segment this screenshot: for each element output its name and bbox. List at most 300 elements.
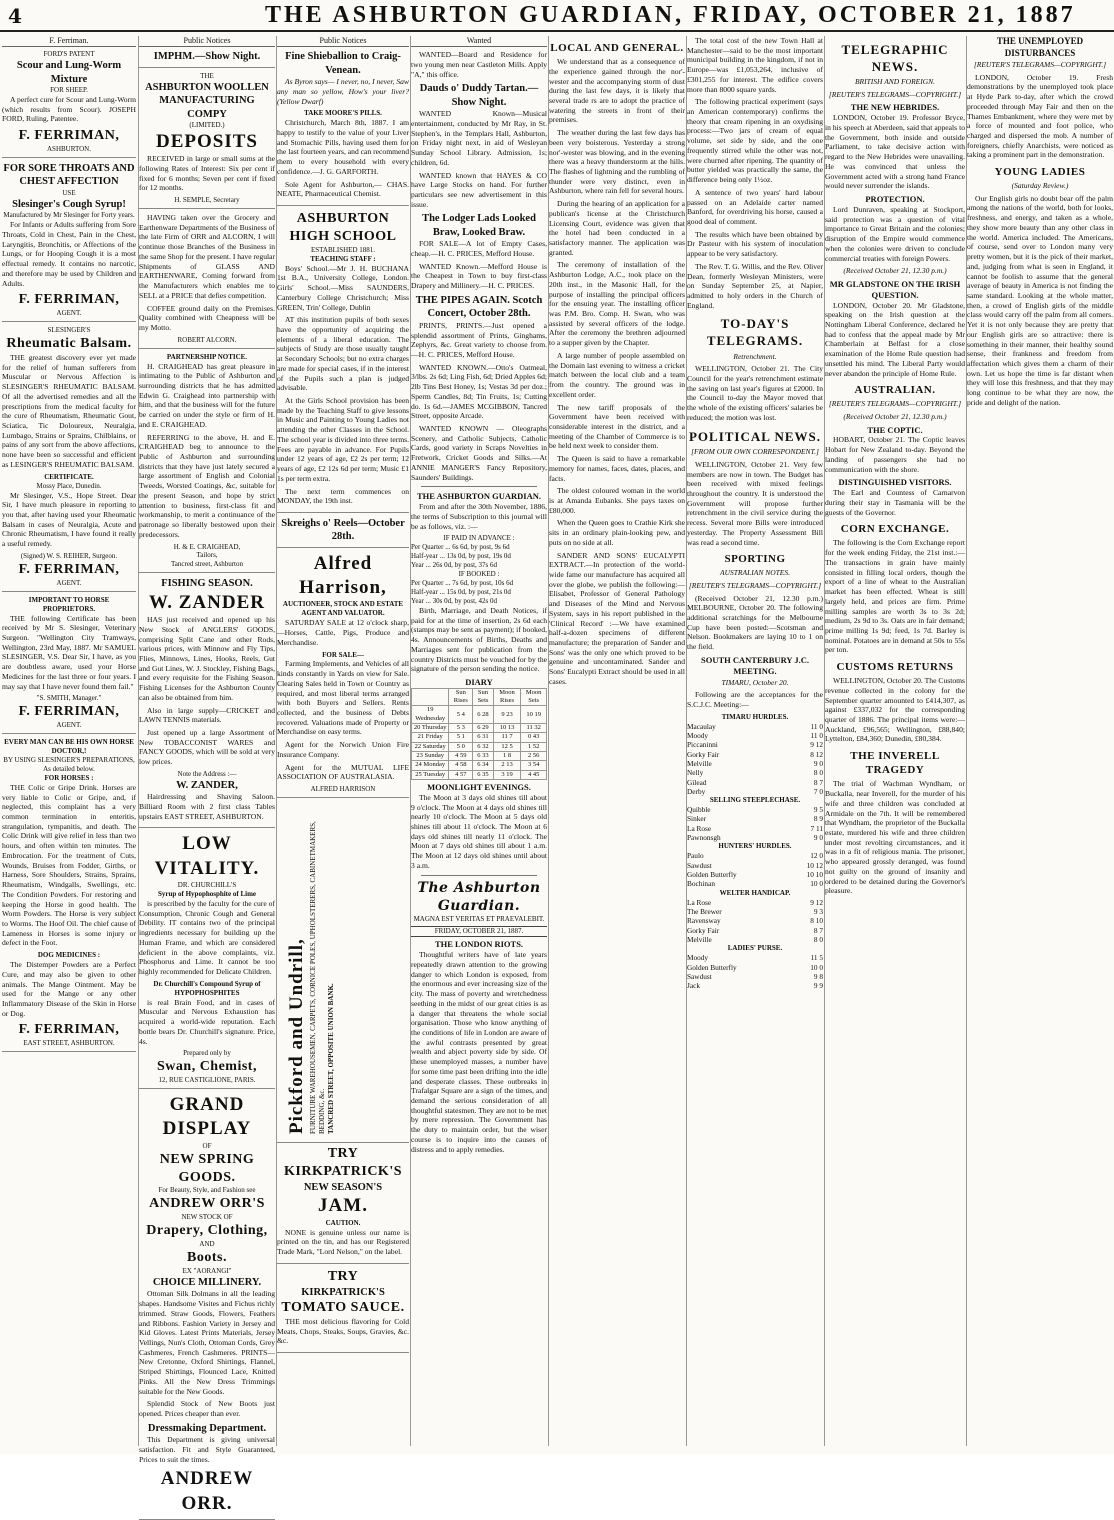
advert-product: JAM. <box>318 1195 368 1217</box>
advert-title: EVERY MAN CAN BE HIS OWN HORSE DOCTOR,! <box>4 738 134 756</box>
advert-role: AGENT. <box>56 309 82 318</box>
diary-header-cell <box>412 688 449 706</box>
advert-line: NEW SEASON'S <box>303 1181 383 1193</box>
section-heading: THE UNEMPLOYED DISTURBANCES <box>996 36 1084 58</box>
horse-name: Macaulay <box>687 721 716 731</box>
diary-cell: 2 13 <box>493 761 521 770</box>
page-number: 4 <box>8 4 23 28</box>
wanted-notice: FOR SALE—A lot of Empty Cases, cheap.—H. C. PRICES, Mefford House. <box>411 239 547 259</box>
column-header: Wanted <box>411 36 547 47</box>
diary-cell: 12 5 <box>493 742 521 751</box>
diary-row <box>412 706 547 724</box>
advert-line: TRY <box>327 1268 359 1284</box>
advert-product: Scour and Lung-Worm Mixture <box>16 60 122 85</box>
section-heading: SPORTING <box>724 553 786 566</box>
column-1 <box>2 36 136 1446</box>
news-paragraph: LONDON, October 19. Professor Bryce, in his speech at Aberdeen, said that appeals to the Government, both inside and outside Parliament, to take decisive action with regard to the New Hebrides were unavailing. He was convinced that unless the Government acted with a strong hand France would never surrender the islands. <box>825 113 965 191</box>
advert-body: FURNITURE WAREHOUSEMEN, CARPETS, CORNICE POLES, UPHOLSTERERS, CABINETMAKERS, BEDDING, &c. <box>309 821 327 1135</box>
booked-rate: Per Quarter ... 7s 6d, by post, 10s 6d <box>411 579 514 588</box>
diary-header-row <box>412 688 547 706</box>
diary-cell: 23 Sunday <box>412 752 449 761</box>
advert-product: Rheumatic Balsam. <box>6 336 132 352</box>
news-paragraph: The weather during the last few days has been very boisterous. Yesterday a strong nor'-wester was blowing, and in the evening there was a heavy thunderstorm at the hills. The flashes of lightning and the rumbling of thunder were very distinct, even in Ashburton, where rain fell for several hours. <box>549 128 685 196</box>
horse-name: Golden Butterfly <box>687 870 737 880</box>
subheading: [REUTER'S TELEGRAMS—COPYRIGHT.] <box>828 399 962 409</box>
horse-weight: 8 7 <box>813 925 823 935</box>
horse-weight: 8 0 <box>813 768 823 778</box>
diary-heading: DIARY <box>465 676 493 687</box>
advert-name: F. FERRIMAN, <box>18 1022 120 1038</box>
subheading: [FROM OUR OWN CORRESPONDENT.] <box>691 447 819 457</box>
advert-body: Ottoman Silk Dolmans in all the leading shapes. Handsome Visites and Fichus richly trimmed. Straw Goods, Flowers, Feathers and Ribbons. Fashion Variety in Jersey and Kid Gloves. Latest Prints Materials, Jersey Vellings, Nun's Cloth, Ottoman Cords, Grey Cashmeres, French Cashmeres. PRINTS—New Cretonne, Oxford Shirtings, Flannel, Striped Shirtings, Flounced Lace, Knitted Pinks. All the New Dress Trimmings suitable for the New Goods. <box>139 1289 275 1396</box>
advert-title: CHOICE MILLINERY. <box>152 1276 262 1288</box>
horse-weight: 10 10 <box>806 870 823 880</box>
news-paragraph: The following practical experiment (says an American contemporary) confirms the theory that cream ripening in an oxydising process:—Two jars of cream of equal volume, set side by side, and the one frequently stirred while the other was not, were churned after ripening. The quantity of butter yielded was practically the same, the difference being only 1½oz. <box>687 97 823 185</box>
horse-weight: 8 7 <box>813 777 823 787</box>
advert-body: HAS just received and opened up his New Stock of ANGLERS' GOODS, comprising Split Cane and other Rods, various prices, with Minnow and Fly Tips, Flies, Minnows, Lines, Hooks, Reels, Gut and Gut Lines, W. J. Stockley, Fishing Bags, and every requisite for the Fishing Season. Fishing Licenses for the Ashburton County can also be obtained from him. <box>139 615 275 702</box>
diary-table <box>411 688 547 780</box>
advert-name: W. ZANDER, <box>176 779 238 791</box>
certificate-heading: CERTIFICATE. <box>44 472 94 481</box>
horse-weight: 10 12 <box>806 860 823 870</box>
race-entry <box>687 750 823 759</box>
horse-advert <box>2 596 136 734</box>
advert-sub: BY USING SLESINGER'S PREPARATIONS, As detailed below. <box>3 756 135 773</box>
diary-cell: 11 7 <box>493 733 521 742</box>
advert-body: AT this institution pupils of both sexes have the opportunity of acquiring the elements of a liberal education. The subjects of Study are those usually taught at Secondary Schools; but no extra charges are made for special cases, if in the interest of the Pupils such a plan is judged advisable. <box>277 315 409 393</box>
advert-role: AGENT. <box>56 578 82 587</box>
glass-advert <box>139 213 275 349</box>
advert-product: TAKE MOORE'S PILLS. <box>304 109 382 118</box>
news-paragraph: The oldest coloured woman in the world is at Amanda Eubanks. She pays taxes on £80,000. <box>549 486 685 515</box>
advert-signature: ALFRED HARRISON <box>310 785 376 794</box>
race-entry <box>687 833 823 842</box>
advert-signature: ANDREW ORR. <box>160 1468 254 1514</box>
notice-title: PARTNERSHIP NOTICE. <box>166 352 248 361</box>
notice-title: Skreighs o' Reels—October 28th. <box>281 517 405 543</box>
diary-cell: 6 32 <box>473 742 494 751</box>
booked-heading: IF BOOKED : <box>458 570 500 579</box>
diary-body <box>412 706 547 780</box>
diary-cell: 20 Thursday <box>412 724 449 733</box>
paid-rate: Year ... 26s 0d, by post, 37s 6d <box>411 561 498 570</box>
section-heading: CORN EXCHANGE. <box>840 523 950 536</box>
horse-weight: 10 0 <box>810 962 823 972</box>
advert-place: ASHBURTON. <box>47 145 91 154</box>
advert-body: NONE is genuine unless our name is printed on the tin, and has our Registered Trade Mark, "Lord Nelson," on the label. <box>277 1227 409 1256</box>
rheumatic-advert <box>2 326 136 592</box>
news-paragraph: During the hearing of an application for a publican's license at the Christchurch Licensing Court, evidence was given that the hotel had been conducted in a satisfactory manner. The application was granted. <box>549 199 685 257</box>
diary-cell: 1 8 <box>493 752 521 761</box>
pickford-rotated <box>285 810 336 1134</box>
subheading: (Received October 21, 12.30 p.m.) <box>843 266 947 276</box>
advert-name: W. ZANDER <box>149 591 265 613</box>
horse-name: Paulo <box>687 851 704 861</box>
news-paragraph: The new tariff proposals of the Government have been received with considerable interest in the district, and a meeting of the Chamber of Commerce is to be held next week to consider them. <box>549 402 685 451</box>
subheading: (Received October 21, 12.30 p.m.) <box>843 412 947 422</box>
advert-line: MANUFACTURING COMPY <box>159 95 255 120</box>
race-entry <box>687 916 823 925</box>
horse-weight: 8 12 <box>810 749 823 759</box>
diary-cell: 4 45 <box>521 770 547 779</box>
advert-line: AND <box>199 1240 215 1249</box>
race-entry <box>687 926 823 935</box>
advert-line: FORD'S PATENT <box>43 50 95 59</box>
race-entry <box>687 935 823 944</box>
subheading: [REUTER'S TELEGRAMS—COPYRIGHT.] <box>828 89 962 99</box>
booked-rate: Half-year ... 15s 0d, by post, 21s 0d <box>411 588 511 597</box>
news-paragraph: The total cost of the new Town Hall at Manchester—said to be the most important municipal building in the kingdom, if not in Europe—was £1,053,264, inclusive of £301,255 for interest. The edifice covers more than 8000 square yards. <box>687 36 823 94</box>
news-paragraph: The trial of Wachman Wyndham, or Buckalla, near Inverell, for the murder of his wife and three children was concluded at Armidale on the 7th. It will be remembered that Wyndham, the proprietor of the Buckalla estate, murdered his wife and three children under most revolting circumstances, and it was in a fit of religious mania. The prisoner, who appeared grossly deranged, was found not guilty on the ground of insanity and ordered to be detained during the Governor's pleasure. <box>825 779 965 896</box>
advert-subhead: FOR SALE— <box>322 650 364 659</box>
diary-cell: 10 13 <box>493 724 521 733</box>
news-paragraph: WELLINGTON, October 21. Very few members are now in town. The Budget has been received with mixed feelings throughout the country. It is understood the Government will propose further retrenchment in the civil service during the recess. Several more Bills were introduced yesterday. The Property Assessment Bill was read a second time. <box>687 459 823 547</box>
moore-pills-advert <box>277 50 409 206</box>
diary-cell: 3 19 <box>493 770 521 779</box>
diary-cell: 11 32 <box>521 724 547 733</box>
advert-address: Hairdressing and Shaving Saloon. Billiard Room with 2 first class Tables upstairs EAST STREET, ASHBURTON. <box>139 792 275 821</box>
horse-weight: 7 0 <box>813 786 823 796</box>
news-paragraph: HOBART, October 21. The Coptic leaves Hobart for New Zealand to-day. Beyond the landing of passengers she had no communication with the shore. <box>825 435 965 474</box>
wanted-notice: WANTED—Board and Residence for two young men near Castleton Mills. Apply "A," this office. <box>411 50 547 79</box>
subheading: Retrenchment. <box>733 351 777 361</box>
diary-cell: 6 33 <box>473 752 494 761</box>
section-heading: POLITICAL NEWS. <box>688 428 822 444</box>
news-paragraph: Our English girls no doubt bear off the palm among the nations of the world, both for looks, freshness, and energy, and taken as a whole, they show more beauty than any other class in the world. America included. The Americans, of course, send over to London many very pretty women, but it is the pick of their market, and, judging from what is seen in England, it cannot be foolish to assume that the general average of beauty in America is not finding the same standard. Looking at the whole matter, then, a crowd of English girls of the middle class would carry off the palm from all comers. Yet it is not only because they are pretty that our English girls are so attractive: there is something in their manner, their healthy sound sense, their frankness and freedom from affectation which gives them a charm of their own. Let us hope the time is far distant when they will lose this freshness, and that they may long continue to be what they are now, the pride and delight of the nation. <box>967 193 1113 407</box>
diary-cell: 3 54 <box>521 761 547 770</box>
advert-name: Swan, Chemist, <box>157 1059 257 1075</box>
advert-line: TRY <box>327 1146 359 1162</box>
advert-line: Dr. Churchill's Compound Syrup of HYPOPHOSPHITES <box>153 979 261 997</box>
advert-body: At the Girls School provision has been made by the Teaching Staff to give lessons in Music and Painting to Young Ladies not attending the other Classes in the School. The school year is divided into three terms. Fees are payable in advance. For Pupils under 12 years of age, £2 2s per term; 12 years of age, £2 12s 6d per term; Music £1 1s per term extra. <box>277 396 409 483</box>
diary-row <box>412 724 547 733</box>
advert-line: (LIMITED.) <box>189 120 225 129</box>
advert-address: EAST STREET, ASHBURTON. <box>23 1039 115 1048</box>
advert-title: GRAND DISPLAY <box>162 1094 252 1140</box>
wanted-notice: WANTED KNOWN.—Otto's Oatmeal, 3/lbs. 2s 6d; Ling Fish, 6d; Dried Apples 6d; 2lb Tins Best Honey, 1s; Vestas 3d per doz.; Sperm Candles, 8d; Tin Fruits, 1s; Cutting do. 1s 6d.—JAMES MCGIBBON, Tancred Street, opposite Arcade. <box>411 362 547 421</box>
advert-body: is real Brain Food, and in cases of Muscular and Nervous Exhaustion has acquired a world-wide reputation. Each bottle bears Dr. Churchill's signature. Price, 4s. <box>139 997 275 1046</box>
news-paragraph: A sentence of two years' hard labour passed on an Adelaide carter named Banford, for overdriving his horse, caused a good deal of comment. <box>687 187 823 226</box>
advert-body: Farming Implements, and Vehicles of all kinds constantly in Yards on view for Sale. Clearing Sales held in Town or Country as required, and most liberal terms arranged with both Buyers and Sellers. Rents collected, and the business of Debts recovered. Valuations made of Property or Merchandise on easy terms. <box>277 659 409 737</box>
advert-body: THE greatest discovery ever yet made for the relief of human sufferers from Muscular or Nervous Affection is SLESINGER'S RHEUMATIC BALSAM. Of all the advertised remedies and all the prescriptions from the medical faculty for the cure of Rheumatism, Rheumatic Gout, Sciatica, Tic Doloureux, Neuralgia, Lumbago, Strains or Sprains, Chilblains, or pains of any sort from the above affections, none have been so successful and efficient as LESINGER'S RHEUMATIC BALSAM. <box>2 353 136 469</box>
news-paragraph: WELLINGTON, October 20. The Customs revenue collected in the colony for the September quarter amounted to £414,307, as against £337,032 for the corresponding quarter of 1886. The principal items were:—Auckland, £96,565; Wellington, £88,840; Lyttelton, £84,360; Dunedin, £80,384. <box>825 676 965 744</box>
horse-name: Sawdust <box>687 860 712 870</box>
certificate-signature: (Signed) W. S. REIHER, Surgeon. <box>20 551 118 560</box>
advert-body: Splendid Stock of New Boots just opened. Prices cheaper than ever. <box>139 1399 275 1419</box>
race-entry <box>687 953 823 962</box>
advert-line: EX "AORANGI" <box>182 1267 232 1275</box>
news-paragraph: The following is the Corn Exchange report for the week ending Friday, the 21st inst.:— The transactions in grain have mainly consisted in filling local orders, though the export of a line of wheat to the Australian market has been effected. Wheat is still largely held, and prices are firm. Prime milling samples are worth 3s to 3s 2d; medium, 2s 9d to 3s. Oats are in fair demand; prime milling 1s 9d; feed, 1s 7d. Barley is nominal. Potatoes are in demand at 50s to 55s per ton. <box>825 538 965 655</box>
advert-line: FOR SHEEP. <box>50 86 88 95</box>
horse-name: The Brewer <box>687 907 722 916</box>
horse-weight: 9 0 <box>813 833 823 843</box>
advert-body: THE Colic or Gripe Drink. Horses are very liable to Colic or Gripe, and, if neglected, this complaint has a very common termination in enteritis, strangulation, tympanitis, and death. The Colic Drink will give relief in less than two hours, and often within ten minutes. The Embrocation. For the treatment of Cuts, Wounds, Bruises from Fodder, Girths, or Harness, Sore Shoulders, Strains, Sprains, Rheumatism, Windgalls, Swellings, etc. The Condition Powders. For restoring and keeping the Horse in good health. The Worm Powders. The Horse is very subject to Worms. The Hoof Oil. The chief cause of Lameness in Horses is some injury or defect in the Foot. <box>2 782 136 948</box>
fords-advert <box>2 50 136 158</box>
horse-name: Nelly <box>687 768 704 778</box>
race-entry <box>687 851 823 860</box>
advert-name: F. FERRIMAN, <box>18 704 120 720</box>
advert-title: Dressmaking Department. <box>147 1422 267 1434</box>
news-paragraph: LONDON, October 19. Fresh demonstrations by the unemployed took place at Hyde Park to-day, after which the crowd proceeded through May Fair and then on the Thames Embankment, where they were met by a force of mounted and foot police, who charged and dispersed the mob. A number of foreigners, chiefly Anarchists, were noticed as taking a prominent part in the demonstration. <box>967 72 1113 160</box>
advert-line: ASHBURTON WOOLLEN <box>145 81 269 93</box>
wanted-notice: WANTED Known.—Mefford House is the Cheapest in Town to buy first-class Drapery and Millinery.—H. C. PRICES. <box>411 261 547 291</box>
race-entry <box>687 805 823 814</box>
advert-line: SLESINGER'S <box>47 326 91 335</box>
race-entry <box>687 981 823 990</box>
horse-name: Moody <box>687 953 709 963</box>
advert-body: HAVING taken over the Grocery and Earthenware Departments of the Business of the late Firm of ORR and ALCORN, I will continue those Branches of the Business in the same Shop for the present. I have regular Shipments of GLASS AND EARTHENWARE, Coming forward from the Manufacturers which enables me to SELL at a PRICE that defies competition. <box>139 213 276 300</box>
advert-line: Syrup of Hypophosphite of Lime <box>157 890 257 899</box>
advert-title: NEW SPRING GOODS. <box>159 1151 255 1185</box>
advert-line: THE <box>200 71 214 80</box>
news-paragraph: SANDER AND SONS' EUCALYPTI EXTRACT.—In protection of the world-wide fame our manufacture has acquired all over the globe, we publish the following:—Elisabet, Professor of General Pathology and Diseases of the Mind and Nervous System, says in his report published in the 'Clinical Record' :—We have examined half-a-dozen specimens of different manufacture; the preparation of Sander and Sons' was the only one which proved to be genuine and uncontaminated. Sander and Sons' Eucalypti Extract should be used in all cases. <box>549 550 685 686</box>
advert-signature: "S. SMITH, Manager." <box>36 694 102 703</box>
advert-line: Manufactured by Mr Slesinger for Forty years. <box>3 211 135 220</box>
diary-cell: 6 29 <box>473 724 494 733</box>
subheading: TIMARU, October 20. <box>721 677 789 687</box>
news-paragraph: Lord Dunraven, speaking at Stockport, said protection was a question of vital importance to Great Britain and the colonies; disruption of the Empire would commence when the colonies were driven to conclude commercial treaties with foreign Powers. <box>825 204 965 263</box>
certificate-place: Mossy Place, Dunedin. <box>36 481 102 490</box>
news-paragraph: The ceremony of installation of the Ashburton Lodge, A.C., took place on the 20th inst., in the Masonic Hall, for the purpose of installing the principal officers for the ensuing year. The installing officer was P.M. Bro. Comp. H. Swan, who was assisted by several officers of the lodge. After the ceremony the brethren adjourned to a supper given by the Chapter. <box>549 260 685 348</box>
advert-body: THE most delicious flavoring for Cold Meats, Chops, Steaks, Soups, Gravies, &c. &c. <box>277 1316 409 1346</box>
race-entry <box>687 861 823 870</box>
horse-name: Golden Butterfly <box>687 962 737 972</box>
horse-doctor-advert <box>2 738 136 1052</box>
advert-address: 12, RUE CASTIGLIONE, PARIS. <box>158 1076 256 1085</box>
section-heading: CUSTOMS RETURNS <box>836 661 954 674</box>
advert-line: For Beauty, Style, and Fashion see <box>158 1186 256 1195</box>
subheading: AUSTRALIAN NOTES. <box>719 568 790 578</box>
horse-name: Melville <box>687 934 712 944</box>
paper-title: The Ashburton Guardian. <box>417 879 541 914</box>
diary-cell: 10 19 <box>521 706 547 724</box>
horse-name: Pawnonsgh <box>687 833 721 843</box>
advert-body: THE following Certificate has been received by Mr S. Slesinger, Veterinary Surgeon. "Wellington City Tramways, Wellington, 23rd May, 1887. Mr SAMUEL SLESINGER, V.S. Dear Sir, I have, as you are doubtless aware, used your Horse Medicines for the last three or four years. I may say that I have never found them fail." <box>2 613 136 691</box>
meeting-heading: SOUTH CANTERBURY J.C. MEETING. <box>700 654 809 676</box>
race-heading: SELLING STEEPLECHASE. <box>709 796 801 805</box>
paper-date: FRIDAY, OCTOBER 21, 1887. <box>411 926 547 937</box>
pickford-advert <box>277 802 409 1143</box>
horse-name: La Rose <box>687 897 712 907</box>
advert-subhead: TEACHING STAFF : <box>310 254 376 263</box>
race-entry <box>687 824 823 833</box>
advert-line: ESTABLISHED 1881. <box>311 245 375 254</box>
fishing-advert <box>139 577 275 828</box>
subheading: [REUTER'S TELEGRAMS—COPYRIGHT.] <box>973 60 1107 70</box>
race-entry <box>687 972 823 981</box>
news-heading: THE COPTIC. <box>867 424 923 435</box>
advert-body: Just opened up a large Assortment of New TOBACCONIST WARES and FANCY GOODS, which will be sold at very low prices. <box>139 728 275 767</box>
moonlight-heading: MOONLIGHT EVENINGS. <box>427 781 531 792</box>
advert-name: F. FERRIMAN, <box>18 292 120 308</box>
news-paragraph: We understand that as a consequence of the experience gained through the nor'-wester and the accompanying storm of dust during the last few days, it is likely that several trade rs are to adopt the practice of watering the streets in front of their premises. <box>549 57 685 125</box>
race-entry <box>687 778 823 787</box>
advert-title: FISHING SEASON. <box>161 578 253 590</box>
section-heading: AUSTRALIAN. <box>854 384 936 397</box>
horse-name: Ravensway <box>687 916 721 926</box>
advert-body: RECEIVED in large or small sums at the following Rates of Interest: Six per cent if fixed for 6 months; Seven per cent if fixed for 12 months. <box>139 154 275 193</box>
horse-name: Sawdust <box>687 971 712 981</box>
wanted-notice: WANTED known that HAYES & CO have Large Stocks on hand. For further particulars see new advertisement in this issue. <box>411 170 547 209</box>
advert-name: Pickford and Undrill, <box>286 938 307 1135</box>
diary-cell: 5 0 <box>449 742 473 751</box>
advert-subhead: DOG MEDICINES : <box>37 951 101 960</box>
advert-subhead: FOR HORSES : <box>44 773 94 782</box>
horse-name: Gorky Fair <box>687 925 720 935</box>
section-heading: LOCAL AND GENERAL. <box>550 42 684 54</box>
notice-body: H. CRAIGHEAD has great pleasure in intimating to the Public of Ashburton and surrounding districts that he has admitted Edwin G. Craighead into partnership with him, and that the business will for the future be carried on under the style or firm of H. and E. CRAIGHEAD. <box>139 361 275 429</box>
kirkpatrick-sauce-advert <box>277 1268 409 1353</box>
race-entry <box>687 740 823 749</box>
paid-heading: IF PAID IN ADVANCE : <box>443 534 515 543</box>
notice-signature: H. & E. CRAIGHEAD, <box>173 542 241 551</box>
column-7 <box>824 36 965 1446</box>
race-heading: LADIES' PURSE. <box>727 944 783 953</box>
subheading: BRITISH AND FOREIGN. <box>854 77 936 87</box>
race-entry <box>687 963 823 972</box>
grand-display-advert <box>139 1093 275 1520</box>
divider <box>421 875 537 876</box>
advert-name: Alfred Harrison, <box>299 552 387 599</box>
paid-rate: Per Quarter ... 6s 6d, by post, 9s 6d <box>411 543 510 552</box>
section-heading: THE INVERELL TRAGEDY <box>850 750 940 777</box>
horse-weight: 9 8 <box>813 971 823 981</box>
horse-weight: 7 11 <box>810 823 823 833</box>
diary-cell: 21 Friday <box>412 733 449 742</box>
advert-line: USE <box>62 188 76 197</box>
notices-body: Birth, Marriage, and Death Notices, if paid for at the time of insertion, 2s 6d each (stamps may be sent as payment); if booked, 4s. Announcements of Births, Deaths and Marriages sent for publication from the country Districts must be vouched for by the signature of the person sending the notice. <box>411 605 547 674</box>
news-paragraph: A large number of people assembled on the Domain last evening to witness a cricket match between the local club and a team from the country. The ground was in excellent order. <box>549 350 685 399</box>
diary-cell: 19 Wednesday <box>412 706 449 724</box>
diary-row <box>412 761 547 770</box>
advert-body: This Department is giving universal satisfaction. Fit and Style Guaranteed, Prices to suit the times. <box>139 1435 275 1464</box>
news-paragraph: LONDON, October 20. Mr Gladstone, speaking on the Irish question at the Nottingham Liberal Conference, declared he had to confess that the appeal made by Mr Chamberlain at Belfast for a close examination of the Home Rule question had unsettled his mind. The Liberal Party would never abandon the principle of Home Rule. <box>825 300 965 378</box>
diary-header-cell: Sun Rises <box>449 688 473 706</box>
horse-weight: 8 10 <box>810 916 823 926</box>
section-heading: TO-DAY'S TELEGRAMS. <box>706 316 804 349</box>
advert-subhead: CAUTION. <box>325 1218 361 1227</box>
kirkpatrick-jam-advert <box>277 1145 409 1264</box>
diary-cell: 5 3 <box>449 724 473 733</box>
advert-body: For Infants or Adults suffering from Sore Throats, Cold in Chest, Pain in the Chest, Laryngitis, Bronchitis, or Affections of the Lungs, or for Hooping Cough it is a most effectual remedy. It contains no narcotic, and therefore may be used by Children and Adults. <box>2 220 136 288</box>
horse-weight: 12 0 <box>810 851 823 861</box>
advert-signature: H. SEMPLE, Secretary <box>174 196 240 205</box>
horse-weight: 9 0 <box>813 758 823 768</box>
paper-motto: MAGNA EST VERITAS ET PRAEVALEBIT. <box>413 915 545 924</box>
subheading: [REUTER'S TELEGRAMS—COPYRIGHT.] <box>688 580 822 590</box>
column-3 <box>276 36 409 1446</box>
advert-line: OF <box>202 1141 212 1150</box>
diary-header-cell: Moon Sets <box>521 688 547 706</box>
diary-header-cell: Sun Sets <box>473 688 494 706</box>
advert-line: NEW STOCK OF <box>181 1213 233 1222</box>
race-heading: WELTER HANDICAP. <box>719 888 791 897</box>
horse-name: Piccaninni <box>687 740 718 750</box>
subscription-heading: THE ASHBURTON GUARDIAN. <box>417 491 541 502</box>
diary-cell: 6 35 <box>473 770 494 779</box>
race-list <box>687 722 823 797</box>
advert-line: Note the Address :— <box>177 769 237 778</box>
news-paragraph: When the Queen goes to Crathie Kirk she sits in an ordinary plain-looking pew, and puts on no side at all. <box>549 518 685 547</box>
advert-body: Boys' School.—Mr J. H. BUCHANA 1st B.A., University College, London. Girls' School.—Miss SAUNDERS, Canterbury College Christchurch; Miss GREEN, Trin' College, Dublin <box>277 263 409 312</box>
imphm-notice <box>139 50 275 67</box>
horse-name: Gilead <box>687 777 707 787</box>
column-header: F. Ferriman. <box>2 36 136 47</box>
race-entry <box>687 870 823 879</box>
advert-body: Sole Agent for Ashburton,— CHAS. NEATE, Pharmaceutical Chemist. <box>277 179 409 199</box>
race-entry <box>687 759 823 768</box>
advert-body: is prescribed by the faculty for the cure of Consumption, Chronic Cough and General Debility. IT contains two of the principal ingredients necessary for building up the Human Frame, and which are considered deficient in the above complaints, viz. Phosphorus and Lime. It cannot be too highly recommended for Delicate Children. <box>139 898 275 976</box>
advert-body: A perfect cure for Scour and Lung-Worm (which results from Scour). JOSEPH FORD, Ruling, Patentee. <box>2 95 136 124</box>
advert-title: IMPORTANT TO HORSE PROPRIETORS. <box>28 595 110 613</box>
advert-body: The Distemper Powders are a Perfect Cure, and may also be given to other animals. The Mange Ointment. May be used for the Mange or any other Inflammatory Disease of the Skin in Horse or Dog. <box>2 960 136 1018</box>
horse-name: Bochinan <box>687 879 715 889</box>
news-heading: PROTECTION. <box>865 194 925 205</box>
column-header: Public Notices <box>139 36 275 47</box>
column-header: Public Notices <box>277 36 409 47</box>
race-entry <box>687 879 823 888</box>
advert-body: Agent for the Norwich Union Fire Insurance Company. <box>277 740 409 759</box>
diary-cell: 6 34 <box>473 761 494 770</box>
advert-role: AGENT. <box>56 721 82 730</box>
divider <box>421 486 537 487</box>
diary-row <box>412 752 547 761</box>
masthead <box>0 0 1114 32</box>
horse-weight: 9 12 <box>810 897 823 907</box>
diary-row <box>412 742 547 751</box>
horse-weight: 10 0 <box>810 879 823 889</box>
advert-title: LOW VITALITY. <box>154 833 260 879</box>
column-2 <box>138 36 276 1514</box>
advert-poem: As Byron says— I never, no, I never, Saw any man so yellow, How's your liver? (Yellow Dwarf) <box>277 77 409 106</box>
news-paragraph: Following are the acceptances for the S.C.J.C. Meeting:— <box>687 690 823 709</box>
harrison-advert <box>277 552 409 798</box>
partnership-notice <box>139 353 275 574</box>
advert-line: Prepared only by <box>183 1049 231 1058</box>
news-paragraph: WELLINGTON, October 21. The City Council for the year's retrenchment estimate the saving on last year's figures at £2000. In the Council to-day the Mayor moved that the whole of the existing officers' salaries be reduced; the motion was lost. <box>687 364 823 422</box>
moonlight-body: The Moon at 3 days old shines till about 9 o'clock. The Moon at 4 days old shines till nearly 10 o'clock. The Moon at 5 days old shines till about 11 o'clock. The Moon at 6 days old shines till nearly 11 o'clock. The Moon at 7 days old shines till about 1 a.m. The Moon at 12 days old shines until about 3 a.m. <box>411 792 547 870</box>
horse-name: Jack <box>687 981 700 991</box>
diary-cell: 1 52 <box>521 742 547 751</box>
race-heading: TIMARU HURDLES. <box>721 712 789 721</box>
paid-rate: Half-year ... 13s 0d, by post, 19s 0d <box>411 552 511 561</box>
advert-line: AUCTIONEER, STOCK AND ESTATE AGENT AND VALUATOR. <box>282 600 404 618</box>
diary-header-cell: Moon Rises <box>493 688 521 706</box>
notice-title: THE PIPES AGAIN. Scotch Concert, October 28th. <box>415 294 543 320</box>
advert-address: TANCRED STREET, OPPOSITE UNION BANK. <box>327 983 336 1135</box>
race-entry <box>687 907 823 916</box>
advert-name: F. FERRIMAN, <box>18 128 120 144</box>
advert-body: COFFEE ground daily on the Premises. Quality combined with Cheapness will be my Motto. <box>139 303 275 332</box>
horse-name: Moody <box>687 730 709 740</box>
advert-name: KIRKPATRICK'S <box>301 1286 385 1298</box>
race-list <box>687 851 823 888</box>
news-paragraph: The Rev. T. G. Willis, and the Rev. Oliver Dean, formerly Wesleyan Ministers, were on Sunday September 25, at Napier, admitted to holy orders in the Church of England. <box>687 261 823 310</box>
advert-product: Slesinger's Cough Syrup! <box>12 198 126 210</box>
diary-cell: 25 Tuesday <box>412 770 449 779</box>
news-paragraph: The results which have been obtained by Dr Pasteur with his system of inoculation appear to be very satisfactory. <box>687 229 823 259</box>
diary-cell: 22 Saturday <box>412 742 449 751</box>
horse-name: Derby <box>687 786 706 796</box>
subscription-body: From and after the 30th November, 1886, the terms of Subscription to this journal will be as follows, viz. :— <box>411 502 547 531</box>
race-entry <box>687 731 823 740</box>
advert-product: TOMATO SAUCE. <box>281 1300 405 1316</box>
advert-product: Boots. <box>187 1250 227 1266</box>
wanted-notice: PRINTS, PRINTS.—Just opened a splendid assortment of Prints, Ginghams, Zephyrs, &c. Great variety to choose from.—H. C. PRICES, Mefford House. <box>411 320 547 359</box>
subheading: (Saturday Review.) <box>1011 181 1069 191</box>
diary-cell: 5 1 <box>449 733 473 742</box>
notice-signature: Tancred street, Ashburton <box>170 560 244 569</box>
